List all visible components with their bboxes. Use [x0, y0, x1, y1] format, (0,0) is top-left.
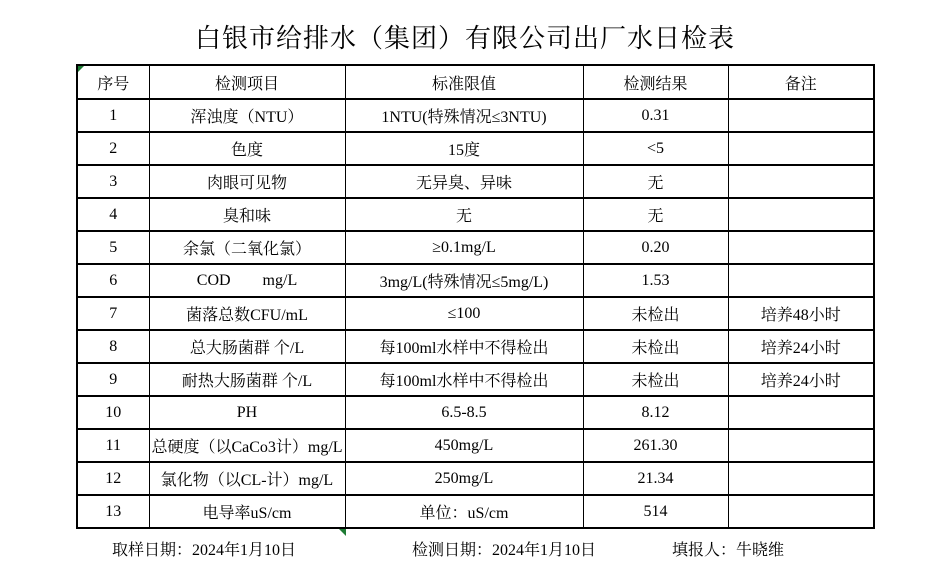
inspection-table — [76, 64, 875, 529]
cell-item: 总硬度（以CaCo3计）mg/L — [149, 429, 345, 462]
cell-remark: 培养24小时 — [728, 363, 874, 396]
cell-index: 6 — [77, 264, 149, 297]
header-limit: 标准限值 — [345, 65, 583, 99]
table-row — [77, 495, 874, 528]
cell-remark — [728, 231, 874, 264]
cell-limit: 无异臭、异味 — [345, 165, 583, 198]
page-title: 白银市给排水（集团）有限公司出厂水日检表 — [194, 24, 735, 53]
header-result: 检测结果 — [583, 65, 728, 99]
cell-remark — [728, 132, 874, 165]
table-row — [77, 198, 874, 231]
cell-item: 耐热大肠菌群 个/L — [149, 363, 345, 396]
cell-result: 未检出 — [583, 330, 728, 363]
cell-remark — [728, 198, 874, 231]
cell-item: COD mg/L — [149, 264, 345, 297]
cell-limit: 无 — [345, 198, 583, 231]
cell-limit: ≤100 — [345, 297, 583, 330]
cell-remark — [728, 462, 874, 495]
cell-limit: 6.5-8.5 — [345, 396, 583, 429]
table-row — [77, 462, 874, 495]
cell-index: 4 — [77, 198, 149, 231]
cell-limit: 450mg/L — [345, 429, 583, 462]
cell-limit: 单位：uS/cm — [345, 495, 583, 528]
cell-index: 13 — [77, 495, 149, 528]
cell-result: 无 — [583, 198, 728, 231]
header-item: 检测项目 — [149, 65, 345, 99]
cell-item: 浑浊度（NTU） — [149, 99, 345, 132]
cell-remark — [728, 396, 874, 429]
table-row — [77, 132, 874, 165]
cell-index: 1 — [77, 99, 149, 132]
header-remark: 备注 — [728, 65, 874, 99]
cell-index: 7 — [77, 297, 149, 330]
cell-result: 0.20 — [583, 231, 728, 264]
cell-index: 10 — [77, 396, 149, 429]
cell-limit: 15度 — [345, 132, 583, 165]
table-row — [77, 231, 874, 264]
header-index: 序号 — [77, 65, 149, 99]
reporter-name: 填报人：牛晓维 — [672, 542, 785, 559]
cell-item: 总大肠菌群 个/L — [149, 330, 345, 363]
cell-remark — [728, 165, 874, 198]
green-corner-marker-icon — [339, 529, 346, 536]
cell-remark — [728, 429, 874, 462]
cell-item: 色度 — [149, 132, 345, 165]
cell-result: 21.34 — [583, 462, 728, 495]
cell-item: PH — [149, 396, 345, 429]
cell-result: 0.31 — [583, 99, 728, 132]
table-row — [77, 396, 874, 429]
cell-remark — [728, 264, 874, 297]
table-row — [77, 297, 874, 330]
sampling-date: 取样日期：2024年1月10日 — [112, 542, 297, 559]
cell-limit: 1NTU(特殊情况≤3NTU) — [345, 99, 583, 132]
cell-item: 肉眼可见物 — [149, 165, 345, 198]
cell-index: 2 — [77, 132, 149, 165]
cell-remark: 培养24小时 — [728, 330, 874, 363]
cell-index: 12 — [77, 462, 149, 495]
cell-limit: 每100ml水样中不得检出 — [345, 363, 583, 396]
cell-item: 余氯（二氧化氯） — [149, 231, 345, 264]
cell-item: 氯化物（以CL-计）mg/L — [149, 462, 345, 495]
test-date: 检测日期：2024年1月10日 — [412, 542, 597, 559]
cell-remark — [728, 495, 874, 528]
table-row — [77, 264, 874, 297]
cell-result: 8.12 — [583, 396, 728, 429]
table-header-row — [77, 65, 874, 99]
cell-item: 臭和味 — [149, 198, 345, 231]
cell-remark — [728, 99, 874, 132]
cell-result: <5 — [583, 132, 728, 165]
table-row — [77, 165, 874, 198]
cell-index: 9 — [77, 363, 149, 396]
cell-result: 未检出 — [583, 297, 728, 330]
cell-limit: 3mg/L(特殊情况≤5mg/L) — [345, 264, 583, 297]
cell-limit: 250mg/L — [345, 462, 583, 495]
table-row — [77, 330, 874, 363]
table-row — [77, 429, 874, 462]
cell-result: 未检出 — [583, 363, 728, 396]
cell-item: 电导率uS/cm — [149, 495, 345, 528]
cell-remark: 培养48小时 — [728, 297, 874, 330]
cell-item: 菌落总数CFU/mL — [149, 297, 345, 330]
cell-result: 514 — [583, 495, 728, 528]
cell-limit: ≥0.1mg/L — [345, 231, 583, 264]
cell-result: 1.53 — [583, 264, 728, 297]
cell-index: 11 — [77, 429, 149, 462]
cell-result: 无 — [583, 165, 728, 198]
cell-result: 261.30 — [583, 429, 728, 462]
cell-index: 3 — [77, 165, 149, 198]
cell-limit: 每100ml水样中不得检出 — [345, 330, 583, 363]
cell-index: 8 — [77, 330, 149, 363]
cell-index: 5 — [77, 231, 149, 264]
table-row — [77, 363, 874, 396]
table-row — [77, 99, 874, 132]
